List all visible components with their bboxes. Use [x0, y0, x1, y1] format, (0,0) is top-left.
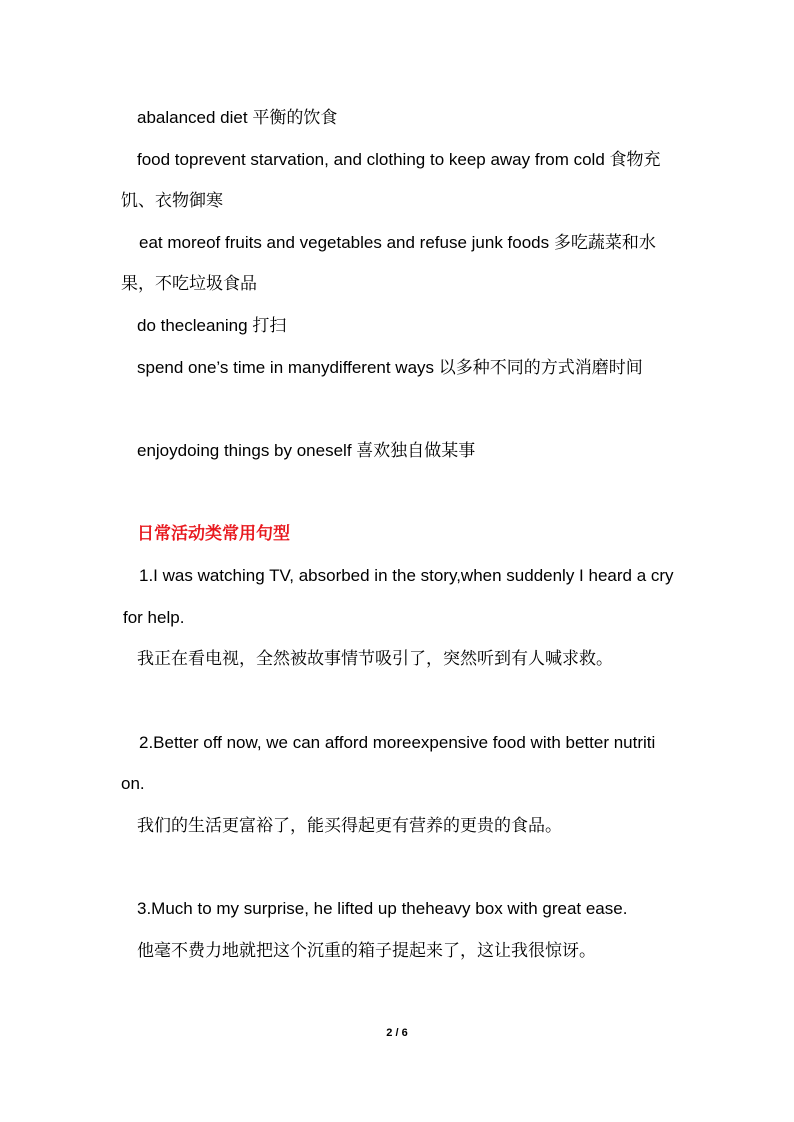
phrase-spend-time: spend one’s time in manydifferent ways 以多种不同的方式消磨时间 [137, 358, 643, 377]
sentence-1-chinese: 我正在看电视，全然被故事情节吸引了，突然听到有人喊求救。 [137, 649, 613, 668]
phrase-eat-fruits-continued: 果，不吃垃圾食品 [121, 274, 257, 293]
phrase-food-clothing: food toprevent starvation, and clothing to keep away from cold 食物充 [137, 150, 661, 169]
phrase-balanced-diet: abalanced diet 平衡的饮食 [137, 108, 338, 127]
sentence-1-english-continued: for help. [123, 608, 185, 627]
page-number: 2 / 6 [386, 1027, 408, 1039]
sentence-1-english: 1.I was watching TV, absorbed in the story,when suddenly I heard a cry [139, 566, 674, 585]
section-heading: 日常活动类常用句型 [137, 524, 290, 543]
sentence-3-english: 3.Much to my surprise, he lifted up theheavy box with great ease. [137, 899, 628, 918]
sentence-3-chinese: 他毫不费力地就把这个沉重的箱子提起来了，这让我很惊讶。 [137, 941, 596, 960]
phrase-enjoy-doing: enjoydoing things by oneself 喜欢独自做某事 [137, 441, 476, 460]
sentence-2-english: 2.Better off now, we can afford moreexpensive food with better nutriti [139, 733, 656, 752]
sentence-2-english-continued: on. [121, 774, 145, 793]
phrase-food-clothing-continued: 饥、衣物御寒 [121, 191, 223, 210]
sentence-2-chinese: 我们的生活更富裕了，能买得起更有营养的更贵的食品。 [137, 816, 562, 835]
phrase-eat-fruits: eat moreof fruits and vegetables and refuse junk foods 多吃蔬菜和水 [139, 233, 656, 252]
phrase-do-cleaning: do thecleaning 打扫 [137, 316, 287, 335]
